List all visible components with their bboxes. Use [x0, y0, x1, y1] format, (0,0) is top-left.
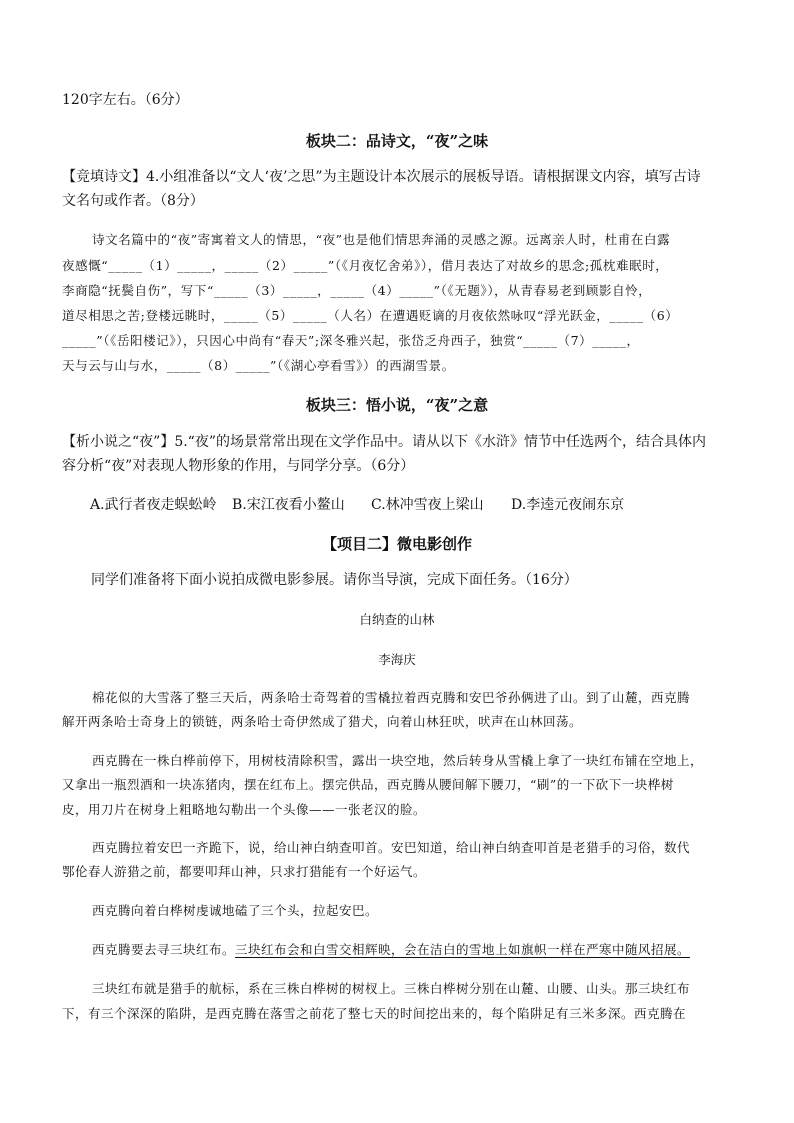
- top-line: 120字左右。（6分）: [62, 92, 189, 108]
- story-para-5-plain: 西克腾要去寻三块红布。: [92, 942, 236, 957]
- poem-line-3: 李商隐“抚鬓自伤”，写下“_____（3）_____，_____（4）_____”（《无题》），从青春易老到顾影自怜，: [62, 283, 652, 298]
- story-para-5-underlined: 三块红布会和白雪交相辉映，会在洁白的雪地上如旗帜一样在严寒中随风招展。: [235, 942, 691, 957]
- option-d: D.李逵元夜闹东京: [511, 497, 625, 513]
- story-para-3-line-1: 西克腾拉着安巴一齐跪下，说，给山神白纳查叩首。安巴知道，给山神白纳查叩首是老猎手的习俗，数代: [92, 840, 691, 855]
- option-c: C.林冲雪夜上梁山: [371, 497, 484, 513]
- poem-line-1: 诗文名篇中的“夜”寄寓着文人的情思，“夜”也是他们情思奔涌的灵感之源。远离亲人时，杜甫在白露: [92, 232, 671, 247]
- q4-line-2: 文名句或作者。（8分）: [62, 193, 204, 209]
- option-a: A.武行者夜走蜈蚣岭: [90, 497, 217, 513]
- section3-heading: 板块三：悟小说，“夜”之意: [305, 396, 489, 414]
- story-para-6-line-1: 三块红布就是猎手的航标，系在三株白桦树的树杈上。三株白桦树分别在山麓、山腰、山头。那三块红布: [92, 981, 691, 996]
- story-para-6-line-2: 下，有三个深深的陷阱，是西克腾在落雪之前花了整七天的时间挖出来的，每个陷阱足有三米多深。西克腾在: [62, 1006, 687, 1021]
- poem-line-4: 道尽相思之苦;登楼远眺时，_____（5）_____（人名）在遭遇贬谪的月夜依然咏叹“浮光跃金，_____（6）: [62, 308, 679, 323]
- option-b: B.宋江夜看小鳌山: [232, 497, 345, 513]
- story-para-1-line-2: 解开两条哈士奇身上的锁链，两条哈士奇伊然成了猎犬，向着山林狂吠，吠声在山林回荡。: [62, 714, 583, 729]
- story-para-5: [92, 940, 690, 960]
- story-para-1-line-1: 棉花似的大雪落了整三天后，两条哈士奇驾着的雪橇拉着西克腾和安巴爷孙俩进了山。到了山麓，西克腾: [92, 690, 691, 705]
- story-para-2-line-3: 皮，用刀片在树身上粗略地勾勒出一个头像——一张老汉的脸。: [62, 802, 427, 817]
- section2-heading: 板块二：品诗文，“夜”之味: [305, 132, 489, 150]
- poem-line-6: 天与云与山与水，_____（8）_____”（《湖心亭看雪》）的西湖雪景。: [62, 358, 455, 373]
- poem-line-2: 夜感慨“_____（1）_____，_____（2）_____”（《月夜忆舍弟》），借月表达了对故乡的思念;孤枕难眠时，: [62, 258, 669, 273]
- story-para-4: 西克腾向着白桦树虔诚地磕了三个头，拉起安巴。: [92, 903, 379, 918]
- story-author: 李海庆: [378, 652, 416, 667]
- story-para-2-line-2: 又拿出一瓶烈酒和一块冻猪肉，摆在红布上。摆完供品，西克腾从腰间解下腰刀，“刷”的一下砍下一块桦树: [62, 777, 674, 792]
- project2-heading: 【项目二】微电影创作: [321, 535, 472, 553]
- story-title: 白纳查的山林: [359, 612, 435, 627]
- project2-intro: 同学们准备将下面小说拍成微电影参展。请你当导演，完成下面任务。（16分）: [91, 572, 578, 588]
- poem-line-5: _____”（《岳阳楼记》），只因心中尚有“春天”;深冬雅兴起，张岱乏舟西子，独赏“_____（7）_____，: [62, 333, 640, 348]
- story-para-2-line-1: 西克腾在一株白桦前停下，用树枝清除积雪，露出一块空地，然后转身从雪橇上拿了一块红布铺在空地上，: [92, 753, 704, 768]
- q5-line-1: 【析小说之“夜”】5.“夜”的场景常常出现在文学作品中。请从以下《水浒》情节中任选两个，结合具体内: [62, 434, 706, 450]
- q5-line-2: 容分析“夜”对表现人物形象的作用，与同学分享。（6分）: [62, 458, 415, 474]
- story-para-3-line-2: 鄂伦春人游猎之前，都要叩拜山神，只求打猎能有一个好运气。: [62, 864, 427, 879]
- q4-line-1: 【竞填诗文】4.小组准备以“文人‘夜’之思”为主题设计本次展示的展板导语。请根据课文内容，填写古诗: [62, 169, 701, 185]
